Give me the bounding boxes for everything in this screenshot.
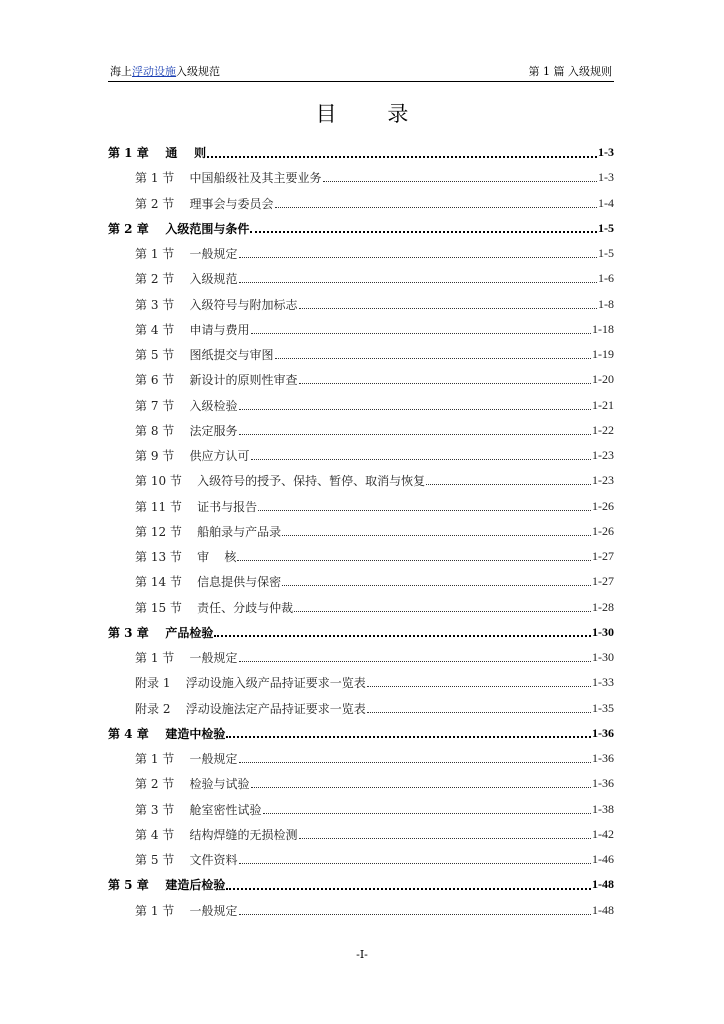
toc-section-entry[interactable] [108, 771, 614, 796]
toc-section-entry[interactable] [108, 595, 614, 620]
toc-entry-label: 第 1 节 一般规定 [135, 247, 238, 262]
toc-entry-page: 1-42 [592, 826, 614, 841]
toc-leader-dots [323, 181, 597, 182]
toc-section-entry[interactable] [108, 847, 614, 872]
toc-entry-label: 第 7 节 入级检验 [135, 398, 238, 413]
header-title-link[interactable]: 浮动设施 [132, 65, 176, 78]
toc-section-entry[interactable] [108, 645, 614, 670]
toc-leader-dots [258, 510, 591, 511]
toc-entry-page: 1-4 [598, 195, 614, 210]
toc-entry-page: 1-33 [592, 675, 614, 690]
toc-entry-page: 1-21 [592, 397, 614, 412]
toc-entry-label: 第 4 节 结构焊缝的无损检测 [135, 827, 298, 842]
toc-section-entry[interactable] [108, 569, 614, 594]
toc-leader-dots [226, 888, 591, 890]
toc-section-entry[interactable] [108, 822, 614, 847]
toc-chapter-entry[interactable] [108, 721, 614, 746]
toc-section-entry[interactable] [108, 746, 614, 771]
toc-entry-page: 1-27 [592, 549, 614, 564]
toc-entry-page: 1-8 [598, 296, 614, 311]
toc-leader-dots [282, 585, 591, 586]
toc-entry-page: 1-22 [592, 422, 614, 437]
toc-section-entry[interactable] [108, 544, 614, 569]
toc-section-entry[interactable] [108, 519, 614, 544]
toc-entry-page: 1-26 [592, 498, 614, 513]
toc-entry-label: 第 5 节 文件资料 [135, 853, 238, 868]
toc-leader-dots [263, 813, 591, 814]
toc-entry-page: 1-23 [592, 473, 614, 488]
toc-leader-dots [367, 712, 591, 713]
toc-leader-dots [251, 333, 591, 334]
header-part-title: 第 1 篇 入级规则 [528, 65, 612, 78]
toc-entry-page: 1-46 [592, 852, 614, 867]
toc-leader-dots [251, 787, 591, 788]
toc-section-entry[interactable] [108, 266, 614, 291]
header-title-suffix: 入级规范 [176, 65, 220, 78]
toc-leader-dots [237, 560, 591, 561]
toc-entry-label: 第 2 节 入级规范 [135, 272, 238, 287]
toc-section-entry[interactable] [108, 898, 614, 923]
toc-entry-page: 1-19 [592, 347, 614, 362]
toc-leader-dots [299, 838, 591, 839]
toc-leader-dots [282, 535, 591, 536]
toc-entry-label: 第 10 节 入级符号的授予、保持、暂停、取消与恢复 [135, 474, 426, 489]
toc-chapter-entry[interactable] [108, 140, 614, 165]
toc-leader-dots [294, 611, 591, 612]
toc-entry-page: 1-36 [592, 751, 614, 766]
toc-entry-page: 1-26 [592, 523, 614, 538]
toc-entry-label: 第 3 节 入级符号与附加标志 [135, 297, 298, 312]
page-number: -I- [356, 948, 368, 961]
toc-leader-dots [251, 459, 591, 460]
toc-entry-label: 第 1 章 通 则 [108, 146, 207, 161]
toc-chapter-entry[interactable] [108, 872, 614, 897]
toc-entry-page: 1-5 [598, 246, 614, 261]
toc-entry-label: 第 12 节 船舶录与产品录 [135, 524, 282, 539]
toc-section-entry[interactable] [108, 241, 614, 266]
toc-leader-dots [239, 914, 591, 915]
toc-entry-label: 第 8 节 法定服务 [135, 423, 238, 438]
toc-section-entry[interactable] [108, 494, 614, 519]
toc-section-entry[interactable] [108, 191, 614, 216]
toc-section-entry[interactable] [108, 468, 614, 493]
toc-section-entry[interactable] [108, 367, 614, 392]
toc-chapter-entry[interactable] [108, 216, 614, 241]
toc-section-entry[interactable] [108, 418, 614, 443]
toc-entry-label: 第 4 节 申请与费用 [135, 322, 250, 337]
toc-leader-dots [214, 635, 591, 637]
toc-entry-page: 1-23 [592, 448, 614, 463]
toc-entry-page: 1-6 [598, 271, 614, 286]
page-header [108, 63, 614, 82]
toc-entry-label: 第 1 节 一般规定 [135, 752, 238, 767]
toc-entry-page: 1-35 [592, 700, 614, 715]
toc-entry-label: 第 5 节 图纸提交与审图 [135, 348, 274, 363]
toc-entry-label: 第 2 章 入级范围与条件 [108, 221, 250, 236]
toc-entry-page: 1-36 [592, 725, 614, 740]
toc-entry-page: 1-36 [592, 776, 614, 791]
toc-entry-page: 1-20 [592, 372, 614, 387]
toc-entry-label: 附录 1 浮动设施入级产品持证要求一览表 [135, 676, 366, 691]
toc-section-entry[interactable] [108, 165, 614, 190]
toc-entry-label: 第 4 章 建造中检验 [108, 726, 226, 741]
toc-leader-dots [275, 358, 591, 359]
toc-leader-dots [239, 863, 591, 864]
toc-section-entry[interactable] [108, 342, 614, 367]
toc-entry-page: 1-38 [592, 801, 614, 816]
toc-leader-dots [367, 686, 591, 687]
toc-leader-dots [226, 736, 591, 738]
toc-entry-page: 1-30 [592, 650, 614, 665]
header-title-prefix: 海上 [110, 65, 132, 78]
toc-entry-label: 第 6 节 新设计的原则性审查 [135, 373, 298, 388]
toc-section-entry[interactable] [108, 670, 614, 695]
toc-entry-page: 1-5 [598, 220, 614, 235]
toc-leader-dots [239, 409, 591, 410]
toc-leader-dots [239, 282, 597, 283]
toc-entry-label: 第 1 节 一般规定 [135, 651, 238, 666]
toc-entry-page: 1-48 [592, 902, 614, 917]
toc-leader-dots [239, 434, 591, 435]
table-of-contents [108, 140, 614, 923]
toc-entry-label: 附录 2 浮动设施法定产品持证要求一览表 [135, 701, 366, 716]
toc-entry-page: 1-28 [592, 599, 614, 614]
toc-entry-page: 1-30 [592, 624, 614, 639]
toc-entry-label: 第 13 节 审 核 [135, 550, 237, 565]
toc-entry-label: 第 11 节 证书与报告 [135, 499, 258, 514]
page-title: 目 录 [315, 102, 431, 126]
toc-entry-label: 第 9 节 供应方认可 [135, 449, 250, 464]
toc-leader-dots [207, 156, 597, 158]
toc-section-entry[interactable] [108, 393, 614, 418]
toc-entry-label: 第 2 节 检验与试验 [135, 777, 250, 792]
toc-leader-dots [299, 308, 597, 309]
toc-entry-label: 第 15 节 责任、分歧与仲裁 [135, 600, 294, 615]
toc-entry-page: 1-27 [592, 574, 614, 589]
toc-leader-dots [250, 231, 597, 233]
toc-entry-label: 第 3 章 产品检验 [108, 625, 214, 640]
toc-entry-label: 第 1 节 一般规定 [135, 903, 238, 918]
toc-entry-label: 第 5 章 建造后检验 [108, 878, 226, 893]
toc-leader-dots [239, 762, 591, 763]
toc-entry-page: 1-3 [598, 170, 614, 185]
toc-leader-dots [275, 207, 597, 208]
header-document-title [110, 65, 220, 79]
toc-section-entry[interactable] [108, 797, 614, 822]
toc-section-entry[interactable] [108, 317, 614, 342]
toc-entry-label: 第 14 节 信息提供与保密 [135, 575, 282, 590]
toc-chapter-entry[interactable] [108, 620, 614, 645]
toc-entry-label: 第 3 节 舱室密性试验 [135, 802, 262, 817]
toc-section-entry[interactable] [108, 696, 614, 721]
toc-section-entry[interactable] [108, 443, 614, 468]
toc-section-entry[interactable] [108, 292, 614, 317]
toc-leader-dots [239, 661, 591, 662]
toc-leader-dots [239, 257, 597, 258]
toc-entry-label: 第 1 节 中国船级社及其主要业务 [135, 171, 322, 186]
toc-leader-dots [426, 484, 591, 485]
toc-entry-page: 1-18 [592, 321, 614, 336]
toc-leader-dots [299, 383, 591, 384]
toc-entry-page: 1-48 [592, 877, 614, 892]
toc-entry-page: 1-3 [598, 145, 614, 160]
toc-entry-label: 第 2 节 理事会与委员会 [135, 196, 274, 211]
